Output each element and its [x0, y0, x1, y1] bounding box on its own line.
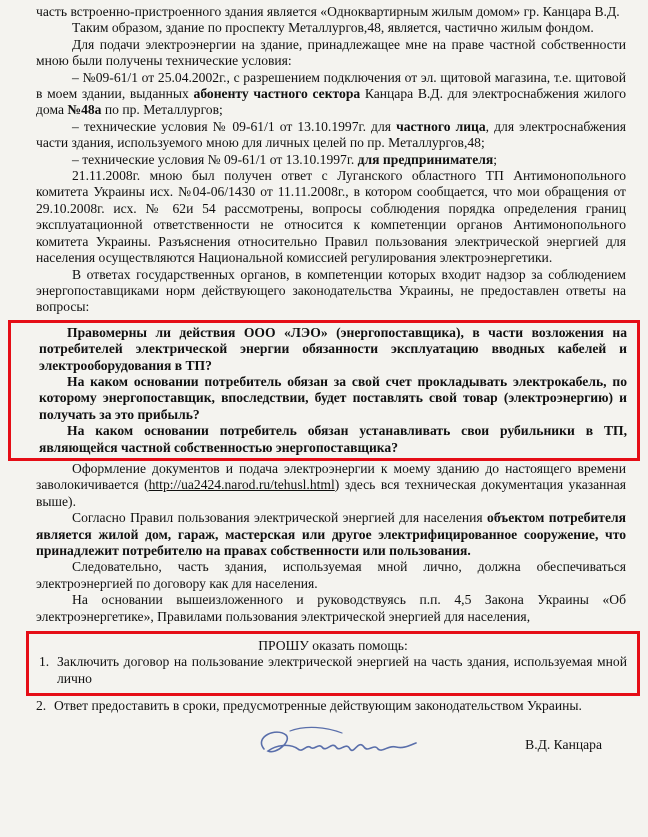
paragraph-legal-basis: На основании вышеизложенного и руководствуясь п.п. 4,5 Закона Украины «Об электроэнергетике», Правилами пользования электрической энергией для населения,	[36, 592, 626, 624]
tech-conditions-link[interactable]: http://ua2424.narod.ru/tehusl.html	[148, 477, 335, 493]
signature-name: В.Д. Канцара	[525, 736, 602, 752]
paragraph-tech-conditions: Для подачи электроэнергии на здание, принадлежащее мне на праве частной собственности мною были получены технические условия:	[36, 36, 626, 69]
paragraph-unanswered-questions: В ответах государственных органов, в компетенции которых входит надзор за соблюдением энергопоставщиками норм действующего законодательства Украины, не предоставлен ответы на вопросы:	[36, 266, 626, 315]
question-1: Правомерны ли действия ООО «ЛЭО» (энергопоставщика), в части возложения на потребителей электрической энергии обязанности эксплуатацию вводных кабелей и электрооборудования в ТП?	[39, 324, 627, 373]
emphasis-house-number: №48а	[67, 102, 102, 118]
emphasis-private-person: частного лица	[396, 118, 486, 134]
condition-item-3: – технические условия № 09-61/1 от 13.10.1997г. для предпринимателя;	[72, 151, 498, 167]
request-item-1	[39, 654, 627, 687]
paragraph-intro: часть встроенно-пристроенного здания является «Одноквартирным жилым домом» гр. Канцара В.Д.	[36, 4, 620, 19]
request-item-text: Ответ предоставить в сроки, предусмотренные действующим законодательством Украины.	[54, 698, 582, 714]
request-heading: ПРОШУ оказать помощь:	[258, 638, 408, 654]
request-item-number: 2.	[36, 698, 47, 714]
question-2: На каком основании потребитель обязан за свой счет прокладывать электрокабель, по которому энергопоставщик, впоследствии, будет поставлять свой товар (электроэнергию) и получать за это прибыль?	[39, 373, 627, 422]
signature-area	[36, 715, 626, 775]
paragraph-housing-fund: Таким образом, здание по проспекту Металлургов,48, является, частично жилым фондом.	[72, 20, 594, 36]
request-item-number: 1.	[39, 654, 50, 670]
question-3: На каком основании потребитель обязан устанавливать свои рубильники в ТП, являющейся частной собственностью энергопоставщика?	[39, 423, 627, 455]
questions-highlight-box	[8, 320, 640, 461]
emphasis-private-sector: абоненту частного сектора	[193, 86, 361, 102]
condition-item-2: – технические условия № 09-61/1 от 13.10.1997г. для частного лица, для электроснабжения части здания, используемого мною для личных целей по пр. Металлургов,48;	[36, 118, 626, 151]
emphasis-consumer-object: объектом потребителя является жилой дом, гараж, мастерская или другое электрифицированное сооружение, что принадлежит потребителю на правах собственности или пользования.	[36, 510, 626, 558]
request-item-2	[36, 698, 626, 714]
request-item-text: Заключить договор на пользование электрической энергией на часть здания, используемая мной лично	[57, 654, 627, 686]
request-highlight-box	[26, 631, 640, 696]
paragraph-documents-delay: Оформление документов и подача электроэнергии к моему зданию до настоящего времени заволокичивается (http://ua2424.narod.ru/tehusl.html) здесь вся техническая документация указанная выше).	[36, 460, 626, 509]
paragraph-antimonopoly-answer: 21.11.2008г. мною был получен ответ с Луганского областного ТП Антимонопольного комитета Украины исх. №04-06/1430 от 11.11.2008г., в котором сообщается, что мои обращения от 29.10.2008г. исх. № 62и 54 рассмотрены, вопросы соблюдения порядка определения границ эксплуатационной ответственности не относится к компетенции органов Антимонопольного комитета Украины. Разъяснения относительно Правил пользования электрической энергией для населения осуществляются Национальной комиссией регулирования электроэнергетики.	[36, 168, 626, 266]
paragraph-consumer-object: Согласно Правил пользования электрической энергией для населения объектом потребителя является жилой дом, гараж, мастерская или другое электрифицированное сооружение, что принадлежит потребителю на правах собственности или пользования.	[36, 510, 626, 558]
paragraph-conclusion: Следовательно, часть здания, используемая мной лично, должна обеспечиваться электроэнергией по договору как для населения.	[36, 559, 626, 591]
handwritten-signature	[246, 719, 426, 769]
condition-item-1: – №09-61/1 от 25.04.2002г., с разрешением подключения от эл. щитовой магазина, т.е. щитовой в моем здании, выданных абоненту частного сектора Канцара В.Д. для электроснабжения жилого дома №48а по пр. Металлургов;	[36, 69, 626, 118]
emphasis-entrepreneur: для предпринимателя	[357, 151, 494, 167]
